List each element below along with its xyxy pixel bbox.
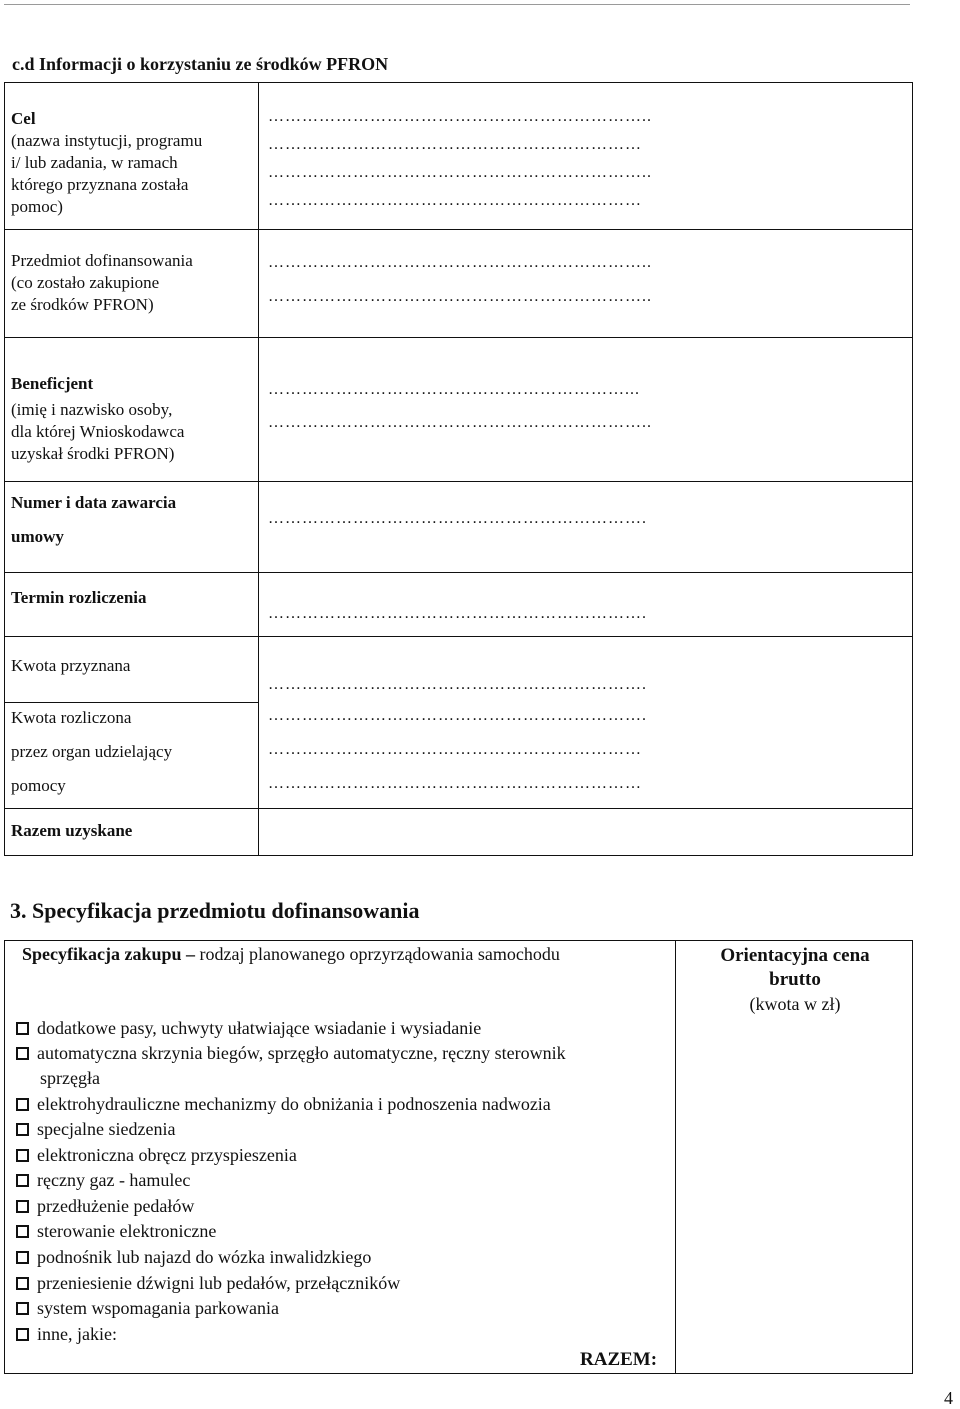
cel-fill-line[interactable]: ………………………………………………………… xyxy=(268,192,642,209)
cel-desc-line: pomoc) xyxy=(11,197,63,216)
beneficjent-fill-line[interactable]: ………………………………………………………….. xyxy=(268,414,652,431)
przedmiot-line: (co zostało zakupione xyxy=(11,273,160,292)
kwota-przyznana-label: Kwota przyznana xyxy=(11,656,131,675)
przedmiot-label xyxy=(11,250,193,316)
spec-option-label: automatyczna skrzynia biegów, sprzęgło automatyczne, ręczny sterownik xyxy=(37,1043,566,1063)
spec-option-label: sterowanie elektroniczne xyxy=(37,1221,217,1241)
row-divider xyxy=(4,702,258,703)
kwota-rozliczona-line: przez organ udzielający xyxy=(11,742,173,761)
beneficjent-line: dla której Wnioskodawca xyxy=(11,422,185,441)
row-divider xyxy=(4,337,913,338)
spec-option-label: dodatkowe pasy, uchwyty ułatwiające wsiadanie i wysiadanie xyxy=(37,1018,482,1038)
checkbox[interactable] xyxy=(16,1123,29,1136)
spec-heading: 3. Specyfikacja przedmiotu dofinansowania xyxy=(10,898,420,923)
spec-option[interactable] xyxy=(16,1194,194,1219)
spec-option-label: przeniesienie dźwigni lub pedałów, przełączników xyxy=(37,1273,401,1293)
przedmiot-line: Przedmiot dofinansowania xyxy=(11,251,193,270)
numer-label-line1: Numer i data zawarcia xyxy=(11,493,177,512)
spec-column-header xyxy=(22,942,560,966)
spec-header-bold: Specyfikacja zakupu xyxy=(22,944,182,964)
termin-label: Termin rozliczenia xyxy=(11,588,147,607)
cel-desc-line: którego przyznana została xyxy=(11,175,189,194)
kwota-rozliczona-fill-line[interactable]: ………………………………………………………… xyxy=(268,775,642,792)
spec-option[interactable] xyxy=(16,1219,216,1244)
spec-total-label: RAZEM: xyxy=(580,1349,658,1370)
price-column-header xyxy=(680,944,910,1016)
beneficjent-label xyxy=(11,373,184,465)
kwota-rozliczona-line: pomocy xyxy=(11,776,66,795)
checkbox[interactable] xyxy=(16,1200,29,1213)
row-divider xyxy=(4,229,913,230)
spec-header-dash: – xyxy=(181,944,200,964)
kwota-rozliczona-fill-line[interactable]: …………………………………………………………. xyxy=(268,707,647,724)
spec-header-rest: rodzaj planowanego oprzyrządowania samochodu xyxy=(199,944,560,964)
przedmiot-fill-line[interactable]: ………………………………………………………….. xyxy=(268,254,652,271)
beneficjent-line: uzyskał środki PFRON) xyxy=(11,444,175,463)
termin-fill-line[interactable]: …………………………………………………………. xyxy=(268,605,647,622)
checkbox[interactable] xyxy=(16,1277,29,1290)
section-title: c.d Informacji o korzystaniu ze środków PFRON xyxy=(12,54,389,74)
beneficjent-fill-line[interactable]: ………………………………………………………... xyxy=(268,381,640,398)
spec-option[interactable] xyxy=(16,1271,400,1296)
checkbox[interactable] xyxy=(16,1328,29,1341)
checkbox[interactable] xyxy=(16,1098,29,1111)
row-divider xyxy=(4,636,913,637)
cel-desc-line: i/ lub zadania, w ramach xyxy=(11,153,178,172)
page-number: 4 xyxy=(944,1388,953,1408)
spec-option[interactable] xyxy=(16,1245,371,1270)
kwota-rozliczona-line: Kwota rozliczona xyxy=(11,708,132,727)
spec-option[interactable] xyxy=(16,1016,481,1041)
spec-option[interactable] xyxy=(16,1168,190,1193)
cel-desc-line: (nazwa instytucji, programu xyxy=(11,131,203,150)
spec-table-column-divider xyxy=(675,940,676,1374)
spec-option-label: elektrohydrauliczne mechanizmy do obniżania i podnoszenia nadwozia xyxy=(37,1094,551,1114)
spec-option-continuation: sprzęgła xyxy=(40,1068,100,1088)
spec-option-label: podnośnik lub najazd do wózka inwalidzkiego xyxy=(37,1247,372,1267)
price-header-line2: brutto xyxy=(769,969,821,990)
row-divider xyxy=(4,481,913,482)
numer-label-line2: umowy xyxy=(11,527,64,546)
row-divider xyxy=(4,808,913,809)
spec-option[interactable] xyxy=(16,1092,551,1117)
kwota-rozliczona-fill-line[interactable]: ………………………………………………………… xyxy=(268,741,642,758)
spec-option-label: ręczny gaz - hamulec xyxy=(37,1170,191,1190)
razem-uzyskane-label: Razem uzyskane xyxy=(11,821,133,840)
przedmiot-fill-line[interactable]: ………………………………………………………….. xyxy=(268,288,652,305)
cel-title: Cel xyxy=(11,109,36,128)
cel-label xyxy=(11,108,202,218)
spec-option-label: system wspomagania parkowania xyxy=(37,1298,279,1318)
checkbox[interactable] xyxy=(16,1149,29,1162)
kwota-przyznana-fill-line[interactable]: …………………………………………………………. xyxy=(268,676,647,693)
checkbox[interactable] xyxy=(16,1047,29,1060)
spec-option[interactable] xyxy=(16,1296,279,1321)
spec-option[interactable] xyxy=(16,1117,175,1142)
checkbox[interactable] xyxy=(16,1302,29,1315)
beneficjent-title: Beneficjent xyxy=(11,374,94,393)
cel-fill-line[interactable]: ………………………………………………………… xyxy=(268,136,642,153)
checkbox[interactable] xyxy=(16,1022,29,1035)
row-divider xyxy=(4,572,913,573)
price-header-line1: Orientacyjna cena xyxy=(720,945,870,966)
beneficjent-line: (imię i nazwisko osoby, xyxy=(11,400,173,419)
checkbox[interactable] xyxy=(16,1174,29,1187)
cel-fill-line[interactable]: ………………………………………………………….. xyxy=(268,108,652,125)
spec-option[interactable] xyxy=(16,1143,297,1168)
top-rule xyxy=(4,4,910,5)
spec-option[interactable] xyxy=(16,1322,117,1347)
checkbox[interactable] xyxy=(16,1251,29,1264)
kwota-rozliczona-label xyxy=(11,707,172,797)
info-table-column-divider xyxy=(258,82,259,856)
price-header-line3: (kwota w zł) xyxy=(749,994,841,1014)
spec-option-label: elektroniczna obręcz przyspieszenia xyxy=(37,1145,297,1165)
spec-option-label: specjalne siedzenia xyxy=(37,1119,176,1139)
spec-option-label: przedłużenie pedałów xyxy=(37,1196,195,1216)
numer-fill-line[interactable]: …………………………………………………………. xyxy=(268,510,647,527)
checkbox[interactable] xyxy=(16,1225,29,1238)
przedmiot-line: ze środków PFRON) xyxy=(11,295,154,314)
cel-fill-line[interactable]: ………………………………………………………….. xyxy=(268,164,652,181)
spec-option[interactable] xyxy=(16,1041,566,1066)
spec-option-label: inne, jakie: xyxy=(37,1324,117,1344)
